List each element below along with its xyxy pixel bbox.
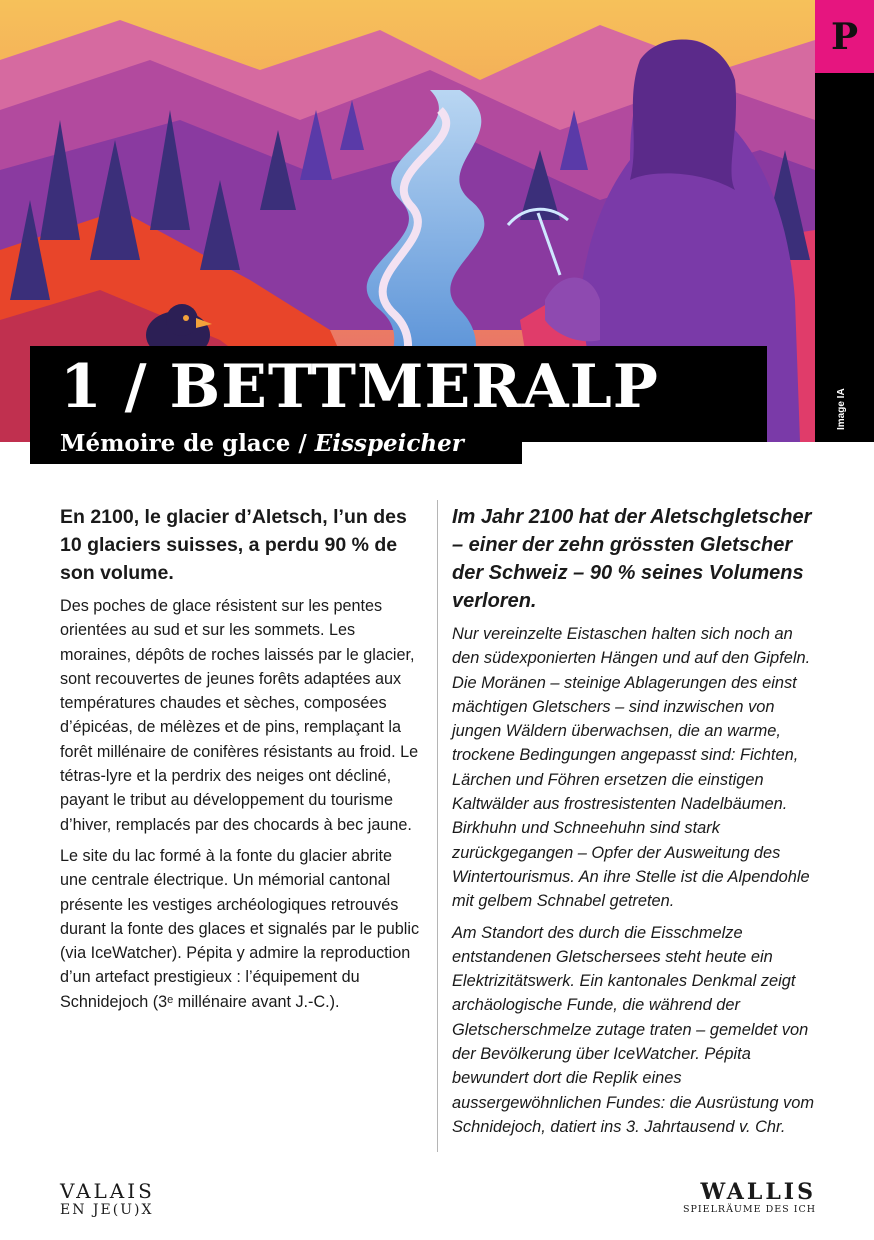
valais-logo-line2: EN JE(U)X (60, 1202, 154, 1218)
column-divider (437, 500, 438, 1152)
page-subtitle (60, 430, 464, 457)
subtitle-fr: Mémoire de glace / (60, 430, 307, 457)
french-paragraph-1: Des poches de glace résistent sur les pentes orientées au sud et sur les sommets. Les moraines, dépôts de roches laissés par le glacier, sont recouvertes de jeunes forêts adaptées aux températures chaudes et sèches, composées d’épicéas, de mélèzes et de pins, remplaçant la forêt millénaire de conifères résistants au froid. Le tétras-lyre et la perdrix des neiges ont décliné, payant le tribut au développement du tourisme d’hiver, remplacés par des chocards à bec jaune. (60, 597, 419, 834)
wallis-logo-line1: WALLIS (700, 1179, 816, 1205)
section-tab: P (815, 0, 874, 73)
german-paragraph-1: Nur vereinzelte Eistaschen halten sich noch an den südexponierten Hängen und auf den Gipfeln. Die Moränen – steinige Ablagerungen des einst mächtigen Gletschers – sind inzwischen von jungen Wäldern überwachsen, die an warme, trockene Bedingungen angepasst sind: Fichten, Lärchen und Föhren ersetzen die einstigen Kaltwälder aus frostresistenten Nadelbäumen. Birkhuhn und Schneehuhn sind stark zurückgegangen – Opfer der Ausweitung des Wintertourismus. An ihre Stelle ist die Alpendohle mit gelbem Schnabel getreten. (452, 625, 811, 911)
german-lead: Im Jahr 2100 hat der Aletschgletscher – einer der zehn grössten Gletscher der Schweiz – 90 % seines Volumens verloren. (452, 506, 812, 612)
french-paragraph-2: Le site du lac formé à la fonte du glacier abrite une centrale électrique. Un mémorial cantonal présente les vestiges archéologiques retrouvés durant la fonte des glaces et signalés par le public (via IceWatcher). Pépita y admire la reproduction d’un artefact prestigieux : l’équipement du Schnidejoch (3ᵉ millénaire avant J.-C.). (60, 846, 420, 1011)
wallis-logo (683, 1180, 816, 1216)
image-credit: Image IA (836, 388, 847, 430)
german-column (452, 503, 822, 1146)
valais-logo-line1: VALAIS (60, 1179, 155, 1203)
french-lead: En 2100, le glacier d’Aletsch, l’un des 10 glaciers suisses, a perdu 90 % de son volume. (60, 506, 407, 584)
french-column (60, 503, 420, 1021)
wallis-logo-line2: SPIELRÄUME DES ICH (683, 1204, 816, 1215)
valais-logo (60, 1180, 155, 1218)
page-title: 1 / BETTMERALP (60, 352, 659, 422)
subtitle-de: Eisspeicher (314, 430, 464, 457)
german-paragraph-2: Am Standort des durch die Eisschmelze entstandenen Gletschersees steht heute ein Elektrizitätswerk. Ein kantonales Denkmal zeigt archäologische Funde, die während der Gletscherschmelze zutage traten – gemeldet von der Bevölkerung über IceWatcher. Pépita bewundert dort die Replik eines aussergewöhnlichen Fundes: die Ausrüstung vom Schnidejoch, datiert ins 3. Jahrtausend v. Chr. (452, 923, 815, 1136)
